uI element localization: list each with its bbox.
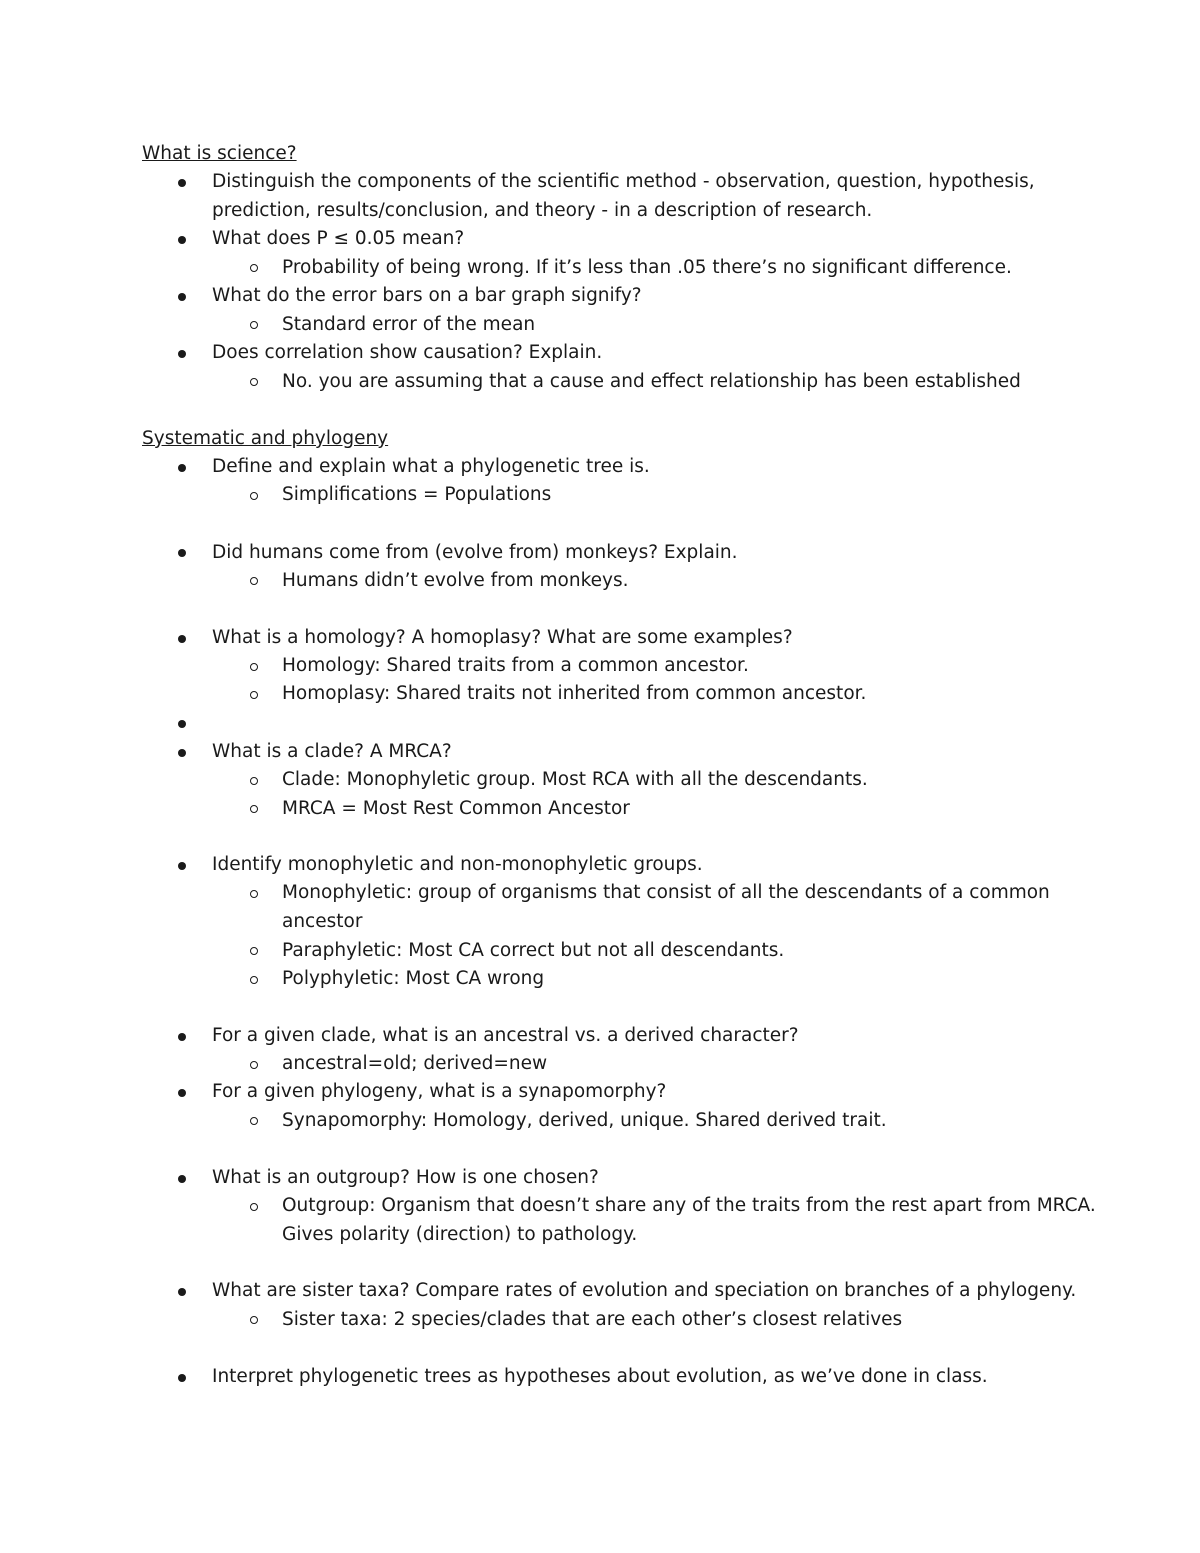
sub-bullet-icon: [250, 321, 258, 329]
question-text: What are sister taxa? Compare rates of evolution and speciation on branches of a phylogeny.: [212, 1280, 1077, 1301]
empty-bullet-icon: [178, 720, 186, 728]
question-text: Identify monophyletic and non-monophyletic groups.: [212, 854, 703, 875]
question-text: Interpret phylogenetic trees as hypotheses about evolution, as we’ve done in class.: [212, 1366, 988, 1387]
answer-text: MRCA = Most Rest Common Ancestor: [282, 798, 630, 819]
sub-bullet-icon: [250, 378, 258, 386]
bullet-icon: [178, 293, 186, 301]
answer-text: No. you are assuming that a cause and effect relationship has been established: [282, 371, 1021, 392]
answer-text: Probability of being wrong. If it’s less than .05 there’s no significant difference.: [282, 257, 1012, 278]
question-text: Does correlation show causation? Explain.: [212, 342, 603, 363]
sub-bullet-icon: [250, 1316, 258, 1324]
answer-text: Humans didn’t evolve from monkeys.: [282, 570, 629, 591]
answer-text: Outgroup: Organism that doesn’t share any of the traits from the rest apart from MRCA.: [282, 1195, 1096, 1216]
question-text: What do the error bars on a bar graph signify?: [212, 285, 642, 306]
question-text: Did humans come from (evolve from) monkeys? Explain.: [212, 542, 738, 563]
answer-text: Paraphyletic: Most CA correct but not all descendants.: [282, 940, 785, 961]
question-text: Distinguish the components of the scientific method - observation, question, hypothesis,: [212, 171, 1035, 192]
answer-text: Homoplasy: Shared traits not inherited from common ancestor.: [282, 683, 867, 704]
sub-bullet-icon: [250, 976, 258, 984]
sub-bullet-icon: [250, 805, 258, 813]
sub-bullet-icon: [250, 691, 258, 699]
bullet-icon: [178, 549, 186, 557]
answer-text: Sister taxa: 2 species/clades that are each other’s closest relatives: [282, 1309, 903, 1330]
bullet-icon: [178, 1089, 186, 1097]
question-text: What is an outgroup? How is one chosen?: [212, 1167, 599, 1188]
answer-text-continued: Gives polarity (direction) to pathology.: [282, 1224, 638, 1245]
question-text: For a given clade, what is an ancestral vs. a derived character?: [212, 1025, 799, 1046]
bullet-icon: [178, 179, 186, 187]
bullet-icon: [178, 350, 186, 358]
bullet-icon: [178, 862, 186, 870]
bullet-icon: [178, 749, 186, 757]
sub-bullet-icon: [250, 947, 258, 955]
answer-text: Standard error of the mean: [282, 314, 536, 335]
answer-text-continued: ancestor: [282, 911, 363, 932]
bullet-icon: [178, 1033, 186, 1041]
answer-text: Polyphyletic: Most CA wrong: [282, 968, 545, 989]
question-text-continued: prediction, results/conclusion, and theory - in a description of research.: [212, 200, 873, 221]
sub-bullet-icon: [250, 264, 258, 272]
bullet-icon: [178, 1175, 186, 1183]
answer-text: Clade: Monophyletic group. Most RCA with all the descendants.: [282, 769, 868, 790]
answer-text: Simplifications = Populations: [282, 484, 552, 505]
bullet-icon: [178, 1374, 186, 1382]
sub-bullet-icon: [250, 577, 258, 585]
sub-bullet-icon: [250, 1061, 258, 1069]
section-heading-science: What is science?: [142, 143, 297, 164]
question-text: What does P ≤ 0.05 mean?: [212, 228, 465, 249]
sub-bullet-icon: [250, 890, 258, 898]
answer-text: Synapomorphy: Homology, derived, unique. Shared derived trait.: [282, 1110, 887, 1131]
sub-bullet-icon: [250, 663, 258, 671]
sub-bullet-icon: [250, 1203, 258, 1211]
question-text: Define and explain what a phylogenetic tree is.: [212, 456, 650, 477]
bullet-icon: [178, 1288, 186, 1296]
question-text: What is a homology? A homoplasy? What are some examples?: [212, 627, 793, 648]
sub-bullet-icon: [250, 1117, 258, 1125]
question-text: What is a clade? A MRCA?: [212, 741, 452, 762]
answer-text: ancestral=old; derived=new: [282, 1053, 548, 1074]
bullet-icon: [178, 464, 186, 472]
sub-bullet-icon: [250, 777, 258, 785]
bullet-icon: [178, 635, 186, 643]
question-text: For a given phylogeny, what is a synapomorphy?: [212, 1081, 667, 1102]
answer-text: Homology: Shared traits from a common ancestor.: [282, 655, 749, 676]
answer-text: Monophyletic: group of organisms that consist of all the descendants of a common: [282, 882, 1050, 903]
sub-bullet-icon: [250, 492, 258, 500]
section-heading-phylogeny: Systematic and phylogeny: [142, 428, 389, 449]
bullet-icon: [178, 236, 186, 244]
